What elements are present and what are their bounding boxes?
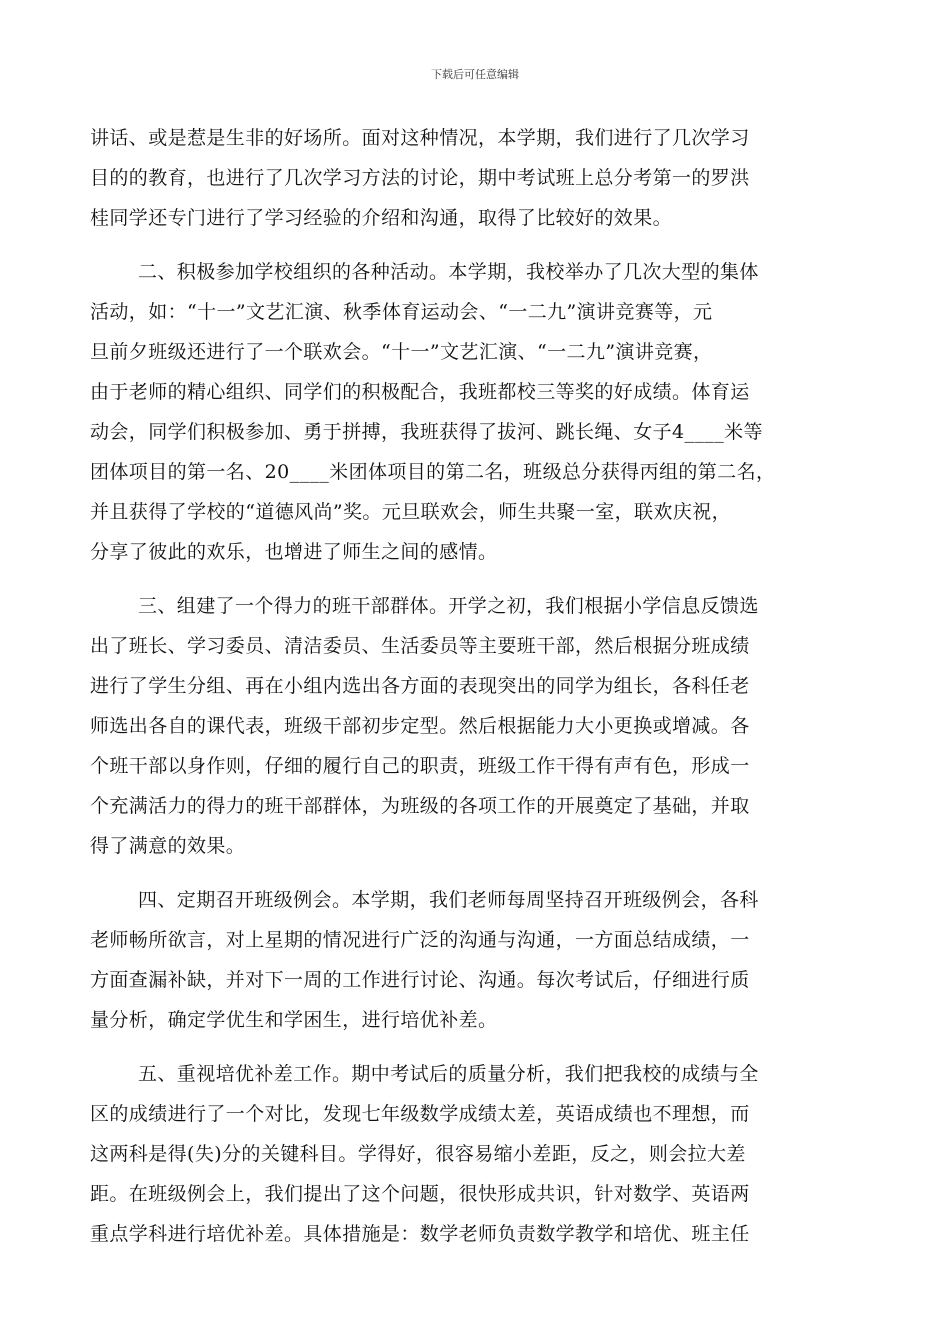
page-header: 下载后可任意编辑 [431,68,519,81]
paragraph-line: 个班干部以身作则，仔细的履行自己的职责，班级工作干得有声有色，形成一 [90,755,750,777]
paragraph-line: 个充满活力的得力的班干部群体，为班级的各项工作的开展奠定了基础，并取 [90,795,750,817]
paragraph-line: 进行了学生分组、再在小组内选出各方面的表现突出的同学为组长，各科任老 [90,675,750,697]
paragraph-line: 老师畅所欲言，对上星期的情况进行广泛的沟通与沟通，一方面总结成绩，一 [90,929,750,951]
paragraph-line: 方面查漏补缺，并对下一周的工作进行讨论、沟通。每次考试后，仔细进行质 [90,969,750,991]
paragraph-line: 出了班长、学习委员、清洁委员、生活委员等主要班干部，然后根据分班成绩 [90,635,750,657]
paragraph-line: 量分析，确定学优生和学困生，进行培优补差。 [90,1009,498,1031]
paragraph-line: 活动，如：“十一”文艺汇演、秋季体育运动会、“一二九”演讲竞赛等，元 [90,301,713,323]
paragraph-line: 距。在班级例会上，我们提出了这个问题，很快形成共识，针对数学、英语两 [90,1183,750,1205]
paragraph-line: 二、积极参加学校组织的各种活动。本学期，我校举办了几次大型的集体 [138,261,759,283]
paragraph-line: 目的的教育，也进行了几次学习方法的讨论，期中考试班上总分考第一的罗洪 [90,167,750,189]
paragraph-line: 讲话、或是惹是生非的好场所。面对这种情况，本学期，我们进行了几次学习 [90,127,750,149]
paragraph-line: 五、重视培优补差工作。期中考试后的质量分析，我们把我校的成绩与全 [138,1063,759,1085]
paragraph-line: 旦前夕班级还进行了一个联欢会。“十一”文艺汇演、“一二九”演讲竞赛， [90,341,713,363]
paragraph-line: 三、组建了一个得力的班干部群体。开学之初，我们根据小学信息反馈选 [138,595,759,617]
paragraph-line: 并且获得了学校的“道德风尚”奖。元旦联欢会，师生共聚一室，联欢庆祝， [90,501,732,523]
paragraph-line: 四、定期召开班级例会。本学期，我们老师每周坚持召开班级例会，各科 [138,889,759,911]
paragraph-line: 分享了彼此的欢乐，也增进了师生之间的感情。 [90,541,498,563]
paragraph-line: 得了满意的效果。 [90,835,246,857]
paragraph-line: 动会，同学们积极参加、勇于拼搏，我班获得了拔河、跳长绳、女子4____米等 [90,421,763,443]
paragraph-line: 由于老师的精心组织、同学们的积极配合，我班都校三等奖的好成绩。体育运 [90,381,750,403]
paragraph-line: 这两科是得(失)分的关键科目。学得好，很容易缩小差距，反之，则会拉大差 [90,1143,746,1165]
paragraph-line: 重点学科进行培优补差。具体措施是：数学老师负责数学教学和培优、班主任 [90,1223,750,1245]
paragraph-line: 师选出各自的课代表，班级干部初步定型。然后根据能力大小更换或增减。各 [90,715,750,737]
paragraph-line: 团体项目的第一名、20____米团体项目的第二名，班级总分获得丙组的第二名， [90,461,776,483]
paragraph-line: 区的成绩进行了一个对比，发现七年级数学成绩太差，英语成绩也不理想，而 [90,1103,750,1125]
paragraph-line: 桂同学还专门进行了学习经验的介绍和沟通，取得了比较好的效果。 [90,207,673,229]
